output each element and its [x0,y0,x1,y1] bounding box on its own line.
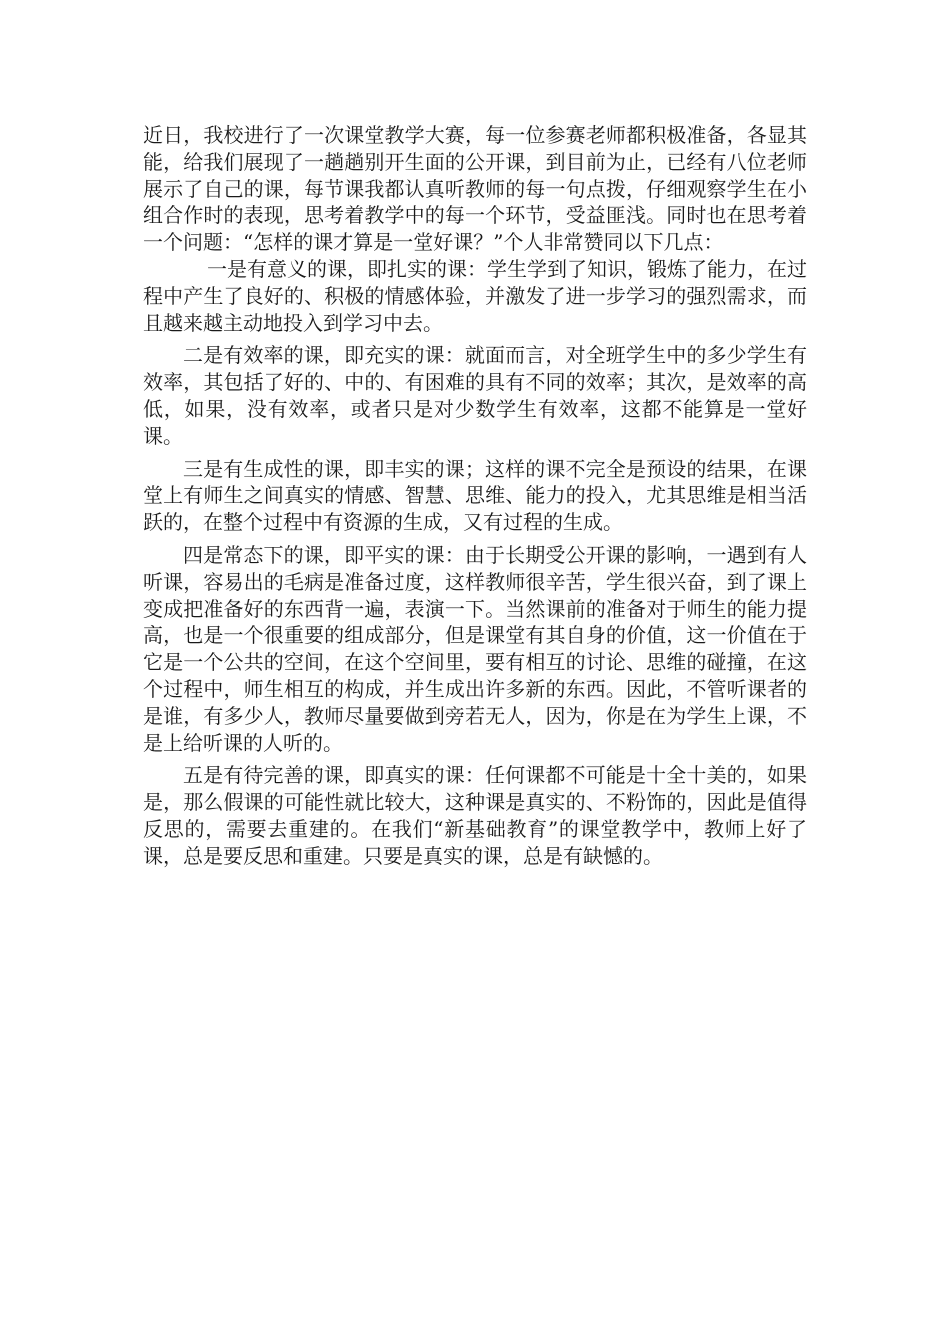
point-two-paragraph: 二是有效率的课，即充实的课：就面而言，对全班学生中的多少学生有效率，其包括了好的、中的、有困难的具有不同的效率；其次，是效率的高低，如果，没有效率，或者只是对少数学生有效率，这都不能算是一堂好课。 [143,343,807,448]
point-four-paragraph: 四是常态下的课，即平实的课：由于长期受公开课的影响，一遇到有人听课，容易出的毛病是准备过度，这样教师很辛苦，学生很兴奋，到了课上变成把准备好的东西背一遍，表演一下。当然课前的准备对于师生的能力提高，也是一个很重要的组成部分，但是课堂有其自身的价值，这一价值在于它是一个公共的空间，在这个空间里，要有相互的讨论、思维的碰撞，在这个过程中，师生相互的构成，并生成出许多新的东西。因此，不管听课者的是谁，有多少人，教师尽量要做到旁若无人，因为，你是在为学生上课，不是上给听课的人听的。 [143,542,807,755]
document-body [143,122,807,876]
point-three-paragraph: 三是有生成性的课，即丰实的课；这样的课不完全是预设的结果，在课堂上有师生之间真实的情感、智慧、思维、能力的投入，尤其思维是相当活跃的，在整个过程中有资源的生成，又有过程的生成。 [143,456,807,535]
point-one-paragraph: 一是有意义的课，即扎实的课：学生学到了知识，锻炼了能力，在过程中产生了良好的、积极的情感体验，并激发了进一步学习的强烈需求，而且越来越主动地投入到学习中去。 [143,256,807,335]
intro-paragraph: 近日，我校进行了一次课堂教学大赛，每一位参赛老师都积极准备，各显其能，给我们展现了一趟趟别开生面的公开课，到目前为止，已经有八位老师展示了自己的课，每节课我都认真听教师的每一句点拨，仔细观察学生在小组合作时的表现，思考着教学中的每一个环节，受益匪浅。同时也在思考着一个问题：“怎样的课才算是一堂好课？”个人非常赞同以下几点： [143,123,807,255]
point-five-paragraph: 五是有待完善的课，即真实的课：任何课都不可能是十全十美的，如果是，那么假课的可能性就比较大，这种课是真实的、不粉饰的，因此是值得反思的，需要去重建的。在我们“新基础教育”的课堂教学中，教师上好了课，总是要反思和重建。只要是真实的课，总是有缺憾的。 [143,763,807,868]
